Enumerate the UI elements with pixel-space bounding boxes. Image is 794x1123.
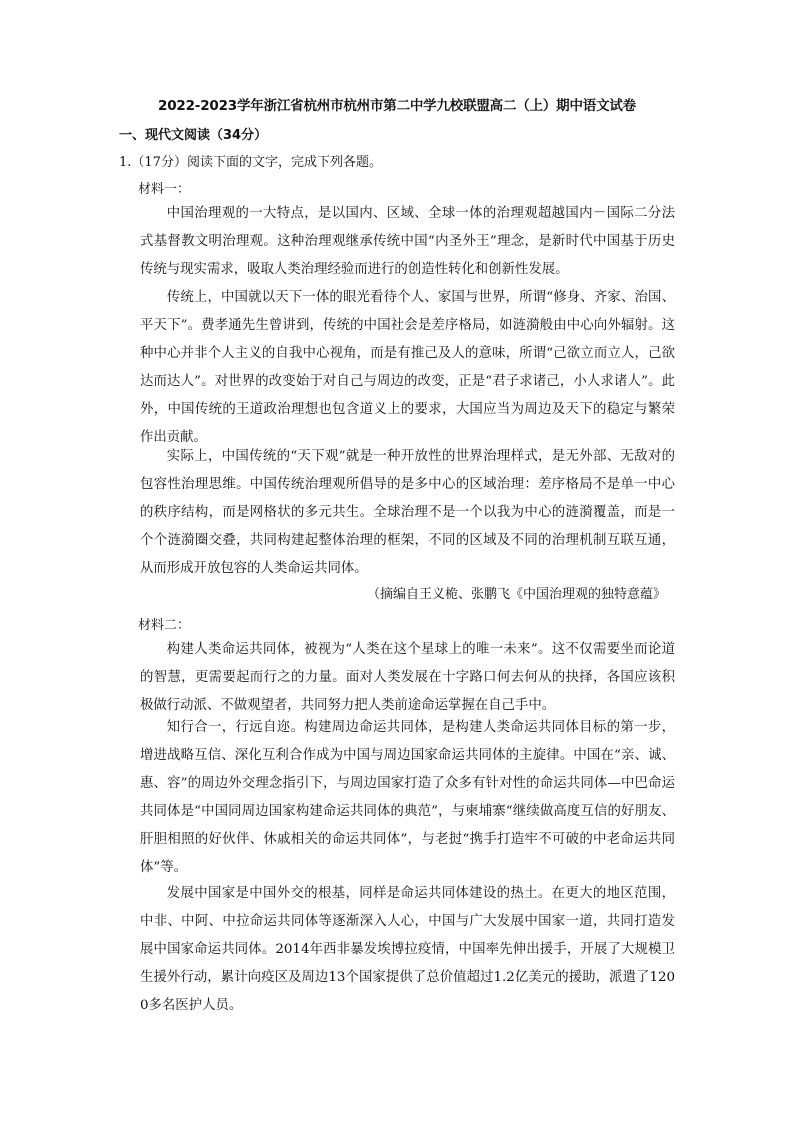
exam-title: 2022-2023学年浙江省杭州市杭州市第二中学九校联盟高二（上）期中语文试卷 (158, 98, 636, 114)
material-two-paragraph-2: 知行合一，行远自迩。构建周边命运共同体，是构建人类命运共同体目标的第一步，增进战略互信、深化互利合作成为中国与周边国家命运共同体的主旋律。中国在“亲、诚、惠、容”的周边外交理念指引下，与周边国家打造了众多有针对性的命运共同体—中巴命运共同体是“中国同周边国家构建命运共同体的典范”，与柬埔寨“继续做高度互信的好朋友、肝胆相照的好伙伴、休戚相关的命运共同体”，与老挝“携手打造牢不可破的中老命运共同体”等。 (140, 720, 675, 875)
material-two-paragraph-3: 发展中国家是中国外交的根基，同样是命运共同体建设的热土。在更大的地区范围，中非、中阿、中拉命运共同体等逐渐深入人心，中国与广大发展中国家一道，共同打造发展中国家命运共同体。2014年西非暴发埃博拉疫情，中国率先伸出援手，开展了大规模卫生援外行动，累计向疫区及周边13个国家提供了总价值超过1.2亿美元的援助，派遣了1200多名医护人员。 (140, 886, 675, 1013)
material-one-source: （摘编自王义桅、张鹏飞《中国治理观的独特意蕴》 (366, 587, 666, 602)
material-two-paragraph-1: 构建人类命运共同体，被视为“人类在这个星球上的唯一未来”。这不仅需要坐而论道的智慧，更需要起而行之的力量。面对人类发展在十字路口何去何从的抉择，各国应该积极做行动派、不做观望者，共同努力把人类前途命运掌握在自己手中。 (140, 642, 675, 713)
material-one-label: 材料一： (138, 182, 191, 197)
material-one-paragraph-3: 实际上，中国传统的“天下观”就是一种开放性的世界治理样式，是无外部、无敌对的包容性治理思维。中国传统治理观所倡导的是多中心的区域治理：差序格局不是单一中心的秩序结构，而是网格状的多元共生。全球治理不是一个以我为中心的涟漪覆盖，而是一个个涟漪圈交叠，共同构建起整体治理的框架，不同的区域及不同的治理机制互联互通，从而形成开放包容的人类命运共同体。 (140, 449, 675, 576)
material-one-paragraph-1: 中国治理观的一大特点，是以国内、区域、全球一体的治理观超越国内－国际二分法式基督教文明治理观。这种治理观继承传统中国“内圣外王”理念，是新时代中国基于历史传统与现实需求，吸取人类治理经验而进行的创造性转化和创新性发展。 (140, 206, 675, 277)
question-prompt: 1.（17分）阅读下面的文字，完成下列各题。 (119, 155, 382, 170)
material-two-label: 材料二： (138, 618, 191, 633)
material-one-paragraph-2: 传统上，中国就以天下一体的眼光看待个人、家国与世界，所谓“修身、齐家、治国、平天下”。费孝通先生曾讲到，传统的中国社会是差序格局，如涟漪般由中心向外辐射。这种中心并非个人主义的自我中心视角，而是有推己及人的意味，所谓“己欲立而立人，己欲达而达人”。对世界的改变始于对自己与周边的改变，正是“君子求诸己，小人求诸人”。此外，中国传统的王道政治理想也包含道义上的要求，大国应当为周边及天下的稳定与繁荣作出贡献。 (140, 290, 675, 445)
section-heading: 一、现代文阅读（34分） (119, 128, 268, 143)
